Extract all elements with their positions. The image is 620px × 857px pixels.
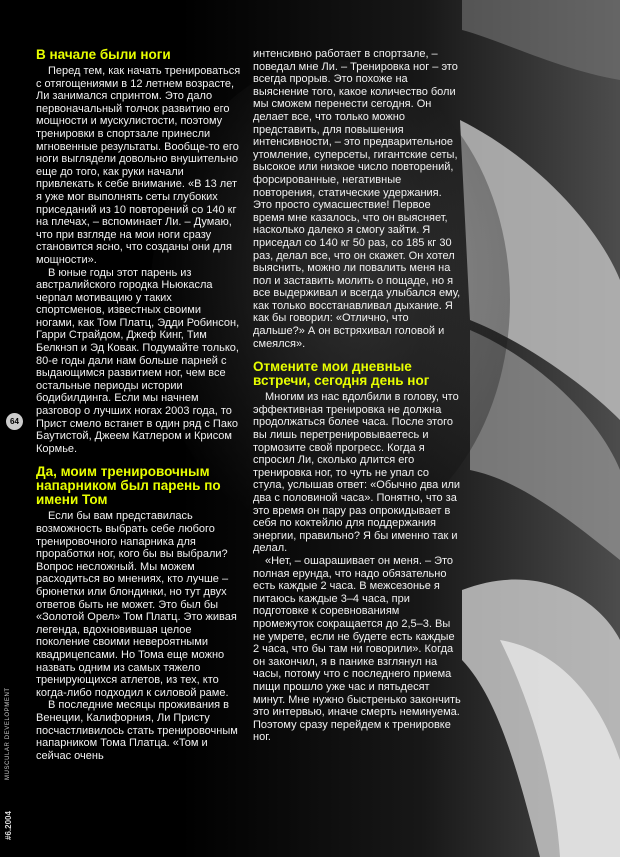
section-heading: Да, моим тренировочным напарником был парень по имени Том	[36, 464, 221, 508]
brand-label: MUSCULAR DEVELOPMENT	[5, 687, 11, 780]
paragraph: «Нет, – ошарашивает он меня. – Это полная ерунда, что надо обязательно есть каждые 2 часа. В межсезонье я питаюсь каждые 3–4 часа, при подготовке к соревнованиям промежуток сокращается до 2,5–3. Вы не умрете, если не будете есть каждые 2 часа, что бы там ни говорили». Когда он закончил, я в панике взглянул на часы, потому что с последнего приема пищи прошло уже час и пятьдесят минут. Мне нужно быстренько закончить это интервью, иначе смерть неминуема. Поэтому сразу перейдем к тренировке ног.	[253, 554, 461, 744]
paragraph: Многим из нас вдолбили в голову, что эффективная тренировка не должна продолжаться более часа. После этого вы лишь перетренировываетесь и тормозите свой прогресс. Когда я спросил Ли, сколько длится его тренировка ног, то чуть не упал со стула, услышав ответ: «Обычно два или два с половиной часа». Понятно, что за это время он пару раз опрокидывает в себя по коктейлю для поддержания энергии, правильно? Я бы именно так и делал.	[253, 391, 461, 555]
paragraph: Если бы вам представилась возможность выбрать себе любого тренировочного напарника для проработки ног, кого бы вы выбрали? Вопрос несложный. Мы можем расходиться во мнениях, кто лучше – брюнетки или блондинки, но тут двух ответов быть не может. Это был бы «Золотой Орел» Том Платц. Это живая легенда, вдохновившая целое поколение своими невероятными квадрицепсами. Но Тома еще можно назвать одним из самых тяжело тренирующихся атлетов, из тех, кто когда-либо подходил к силовой раме.	[36, 510, 237, 699]
paragraph: Перед тем, как начать тренироваться с отягощениями в 12 летнем возрасте, Ли занимался спринтом. Это дало первоначальный толчок развитию его мощности и мускулистости, поэтому тренировки в спортзале принесли мгновенные результаты. Вообще-то его ноги выглядели довольно внушительно еще до того, как руки начали привлекать к себе внимание. «В 13 лет я уже мог выполнять сеты глубоких приседаний из 10 повторений со 140 кг на плечах, – вспоминает Ли. – Думаю, что при взгляде на мои ноги сразу становится ясно, что созданы они для мощности».	[36, 65, 241, 266]
paragraph: интенсивно работает в спортзале, – поведал мне Ли. – Тренировка ног – это всегда прорыв. Это похоже на выяснение того, какое количество боли мы сможем перенести сегодня. Он делает все, что только можно представить, для повышения интенсивности, – это предварительное утомление, суперсеты, гигантские сеты, высокое или низкое число повторений, форсированные, негативные повторения, статические удержания. Это просто сумасшествие! Первое время мне казалось, что он выясняет, насколько далеко я смогу зайти. Я приседал со 140 кг 50 раз, со 185 кг 30 раз, делал все, что он скажет. Он хотел выяснить, можно ли повалить меня на пол и заставить молить о пощаде, но я все выдерживал и всегда улыбался ему, как только восстанавливал дыхание. Я как бы говорил: «Отлично, что дальше?» А он встряхивал головой и смеялся».	[253, 48, 461, 350]
right-column	[253, 48, 461, 744]
paragraph: В последние месяцы проживания в Венеции, Калифорния, Ли Присту посчастливилось стать тренировочным напарником Тома Платца. «Том и сейчас очень	[36, 699, 238, 762]
page-number: 64	[6, 413, 23, 430]
issue-number: #6.2004	[4, 811, 13, 840]
paragraph: В юные годы этот парень из австралийского городка Ньюкасла черпал мотивацию у таких спортсменов, известных своими ногами, как Том Платц, Эдди Робинсон, Гарри Страйдом, Джеф Кинг, Тим Белкнэп и Эд Ковак. Подумайте только, 80-е годы дали нам больше парней с выдающимся развитием ног, чем все остальные периоды истории бодибилдинга. Если мы начнем разговор о лучших ногах 2003 года, то Прист смело встанет в один ряд с Пако Баутистой, Джеем Катлером и Крисом Кормье.	[36, 266, 240, 455]
left-column	[36, 48, 241, 762]
section-heading: Отмените мои дневные встречи, сегодня день ног	[253, 359, 430, 389]
section-heading: В начале были ноги	[36, 47, 171, 62]
